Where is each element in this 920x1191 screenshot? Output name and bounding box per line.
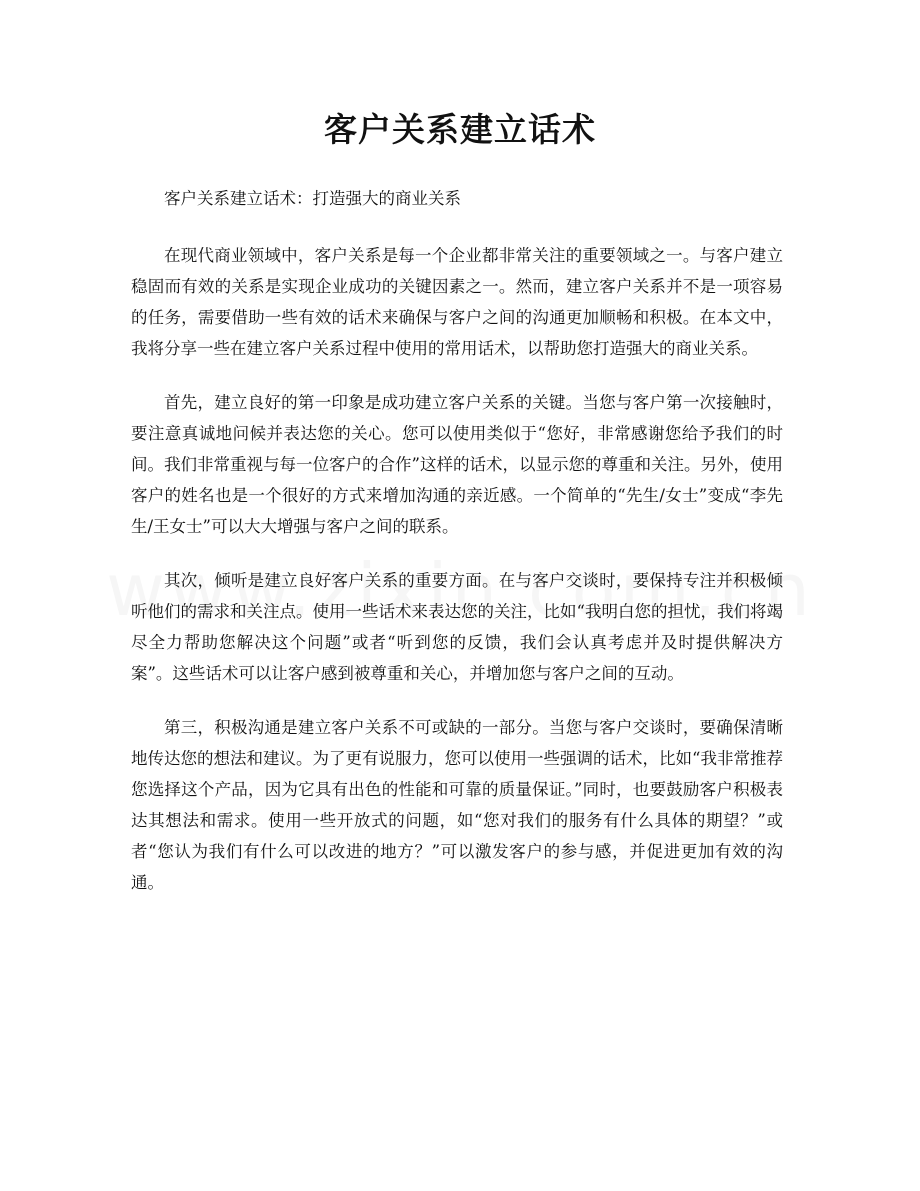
paragraph-first-impression: 首先，建立良好的第一印象是成功建立客户关系的关键。当您与客户第一次接触时，要注意真诚地问候并表达您的关心。您可以使用类似于“您好，非常感谢您给予我们的时间。我们非常重视与每一位客户的合作”这样的话术，以显示您的尊重和关注。另外，使用客户的姓名也是一个很好的方式来增加沟通的亲近感。一个简单的“先生/女士”变成“李先生/王女士”可以大大增强与客户之间的联系。: [131, 393, 783, 536]
document-body: [131, 183, 783, 921]
paragraph-communication: 第三，积极沟通是建立客户关系不可或缺的一部分。当您与客户交谈时，要确保清晰地传达您的想法和建议。为了更有说服力，您可以使用一些强调的话术，比如“我非常推荐您选择这个产品，因为它具有出色的性能和可靠的质量保证。”同时，也要鼓励客户积极表达其想法和需求。使用一些开放式的问题，如“您对我们的服务有什么具体的期望？”或者“您认为我们有什么可以改进的地方？”可以激发客户的参与感，并促进更加有效的沟通。: [131, 718, 783, 892]
paragraph-intro: 在现代商业领域中，客户关系是每一个企业都非常关注的重要领域之一。与客户建立稳固而有效的关系是实现企业成功的关键因素之一。然而，建立客户关系并不是一项容易的任务，需要借助一些有效的话术来确保与客户之间的沟通更加顺畅和积极。在本文中，我将分享一些在建立客户关系过程中使用的常用话术，以帮助您打造强大的商业关系。: [131, 246, 783, 358]
document-subtitle: 客户关系建立话术：打造强大的商业关系: [164, 189, 461, 208]
paragraph-listening: 其次，倾听是建立良好客户关系的重要方面。在与客户交谈时，要保持专注并积极倾听他们的需求和关注点。使用一些话术来表达您的关注，比如“我明白您的担忧，我们将竭尽全力帮助您解决这个问题”或者“听到您的反馈，我们会认真考虑并及时提供解决方案”。这些话术可以让客户感到被尊重和关心，并增加您与客户之间的互动。: [131, 571, 783, 683]
document-title: 客户关系建立话术: [324, 110, 596, 149]
